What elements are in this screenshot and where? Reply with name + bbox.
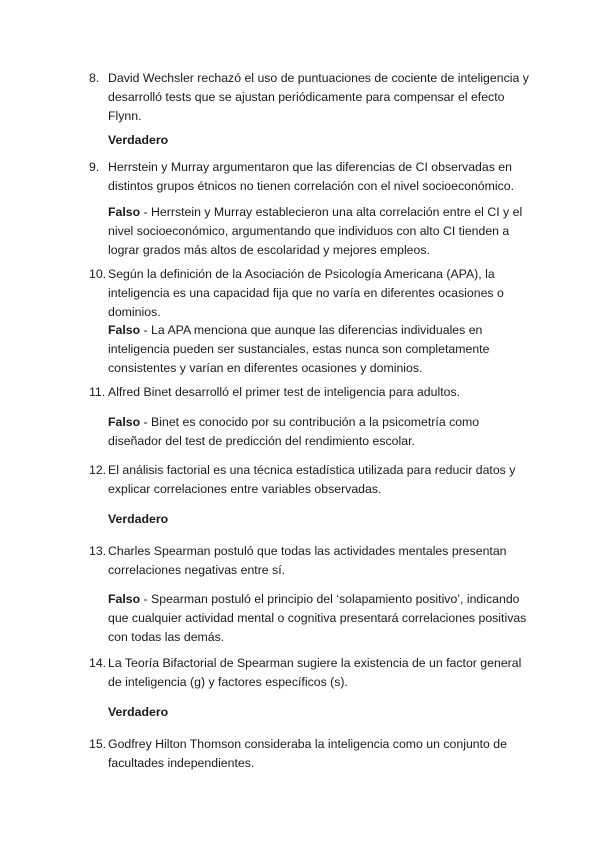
- answer-10: [108, 321, 528, 379]
- explanation-text: - Spearman postuló el principio del ‘solapamiento positivo’, indicando que cualquier actividad mental o cognitiva presentará correlaciones positivas con todas las demás.: [108, 592, 527, 645]
- question-number: 10.: [89, 267, 107, 281]
- question-number: 9.: [89, 160, 100, 174]
- answer-12: [108, 510, 528, 529]
- verdict-label: Verdadero: [108, 705, 169, 719]
- question-number: 13.: [89, 544, 107, 558]
- answer-13: [108, 590, 528, 648]
- question-text: Charles Spearman postuló que todas las actividades mentales presentan correlaciones negativas entre sí.: [108, 544, 507, 578]
- answer-11: [108, 413, 528, 451]
- question-number: 14.: [89, 656, 107, 670]
- verdict-label: Falso: [108, 205, 141, 219]
- question-number: 15.: [89, 737, 107, 751]
- question-10: [89, 265, 529, 323]
- verdict-label: Verdadero: [108, 133, 169, 147]
- answer-8: [108, 131, 528, 150]
- question-number: 11.: [89, 385, 106, 399]
- explanation-text: - La APA menciona que aunque las diferencias individuales en inteligencia pueden ser sustanciales, estas nunca son completamente consistentes y varían en diferentes ocasiones y dominios.: [108, 323, 490, 376]
- question-number: 8.: [89, 71, 100, 85]
- answer-14: [108, 703, 528, 722]
- question-text: Alfred Binet desarrolló el primer test de inteligencia para adultos.: [108, 385, 461, 399]
- question-text: La Teoría Bifactorial de Spearman sugiere la existencia de un factor general de inteligencia (g) y factores específicos (s).: [108, 656, 522, 690]
- question-text: El análisis factorial es una técnica estadística utilizada para reducir datos y explicar correlaciones entre variables observadas.: [108, 463, 516, 497]
- question-8: [89, 69, 529, 127]
- question-13: [89, 542, 529, 580]
- explanation-text: - Binet es conocido por su contribución a la psicometría como diseñador del test de predicción del rendimiento escolar.: [108, 415, 480, 449]
- answer-9: [108, 203, 528, 261]
- verdict-label: Verdadero: [108, 512, 169, 526]
- question-11: [89, 383, 529, 402]
- question-text: Según la definición de la Asociación de Psicología Americana (APA), la inteligencia es una capacidad fija que no varía en diferentes ocasiones o dominios.: [108, 267, 504, 320]
- question-12: [89, 461, 529, 499]
- question-text: Herrstein y Murray argumentaron que las diferencias de CI observadas en distintos grupos étnicos no tienen correlación con el nivel socioeconómico.: [108, 160, 515, 194]
- verdict-label: Falso: [108, 323, 141, 337]
- question-text: David Wechsler rechazó el uso de puntuaciones de cociente de inteligencia y desarrolló tests que se ajustan periódicamente para compensar el efecto Flynn.: [108, 71, 529, 124]
- verdict-label: Falso: [108, 415, 141, 429]
- question-9: [89, 158, 529, 196]
- question-14: [89, 654, 529, 692]
- verdict-label: Falso: [108, 592, 141, 606]
- question-number: 12.: [89, 463, 107, 477]
- explanation-text: - Herrstein y Murray establecieron una alta correlación entre el CI y el nivel socioeconómico, argumentando que individuos con alto CI tienden a lograr grados más altos de escolaridad y mejores empleos.: [108, 205, 523, 258]
- question-15: [89, 735, 529, 773]
- question-text: Godfrey Hilton Thomson consideraba la inteligencia como un conjunto de facultades independientes.: [108, 737, 507, 771]
